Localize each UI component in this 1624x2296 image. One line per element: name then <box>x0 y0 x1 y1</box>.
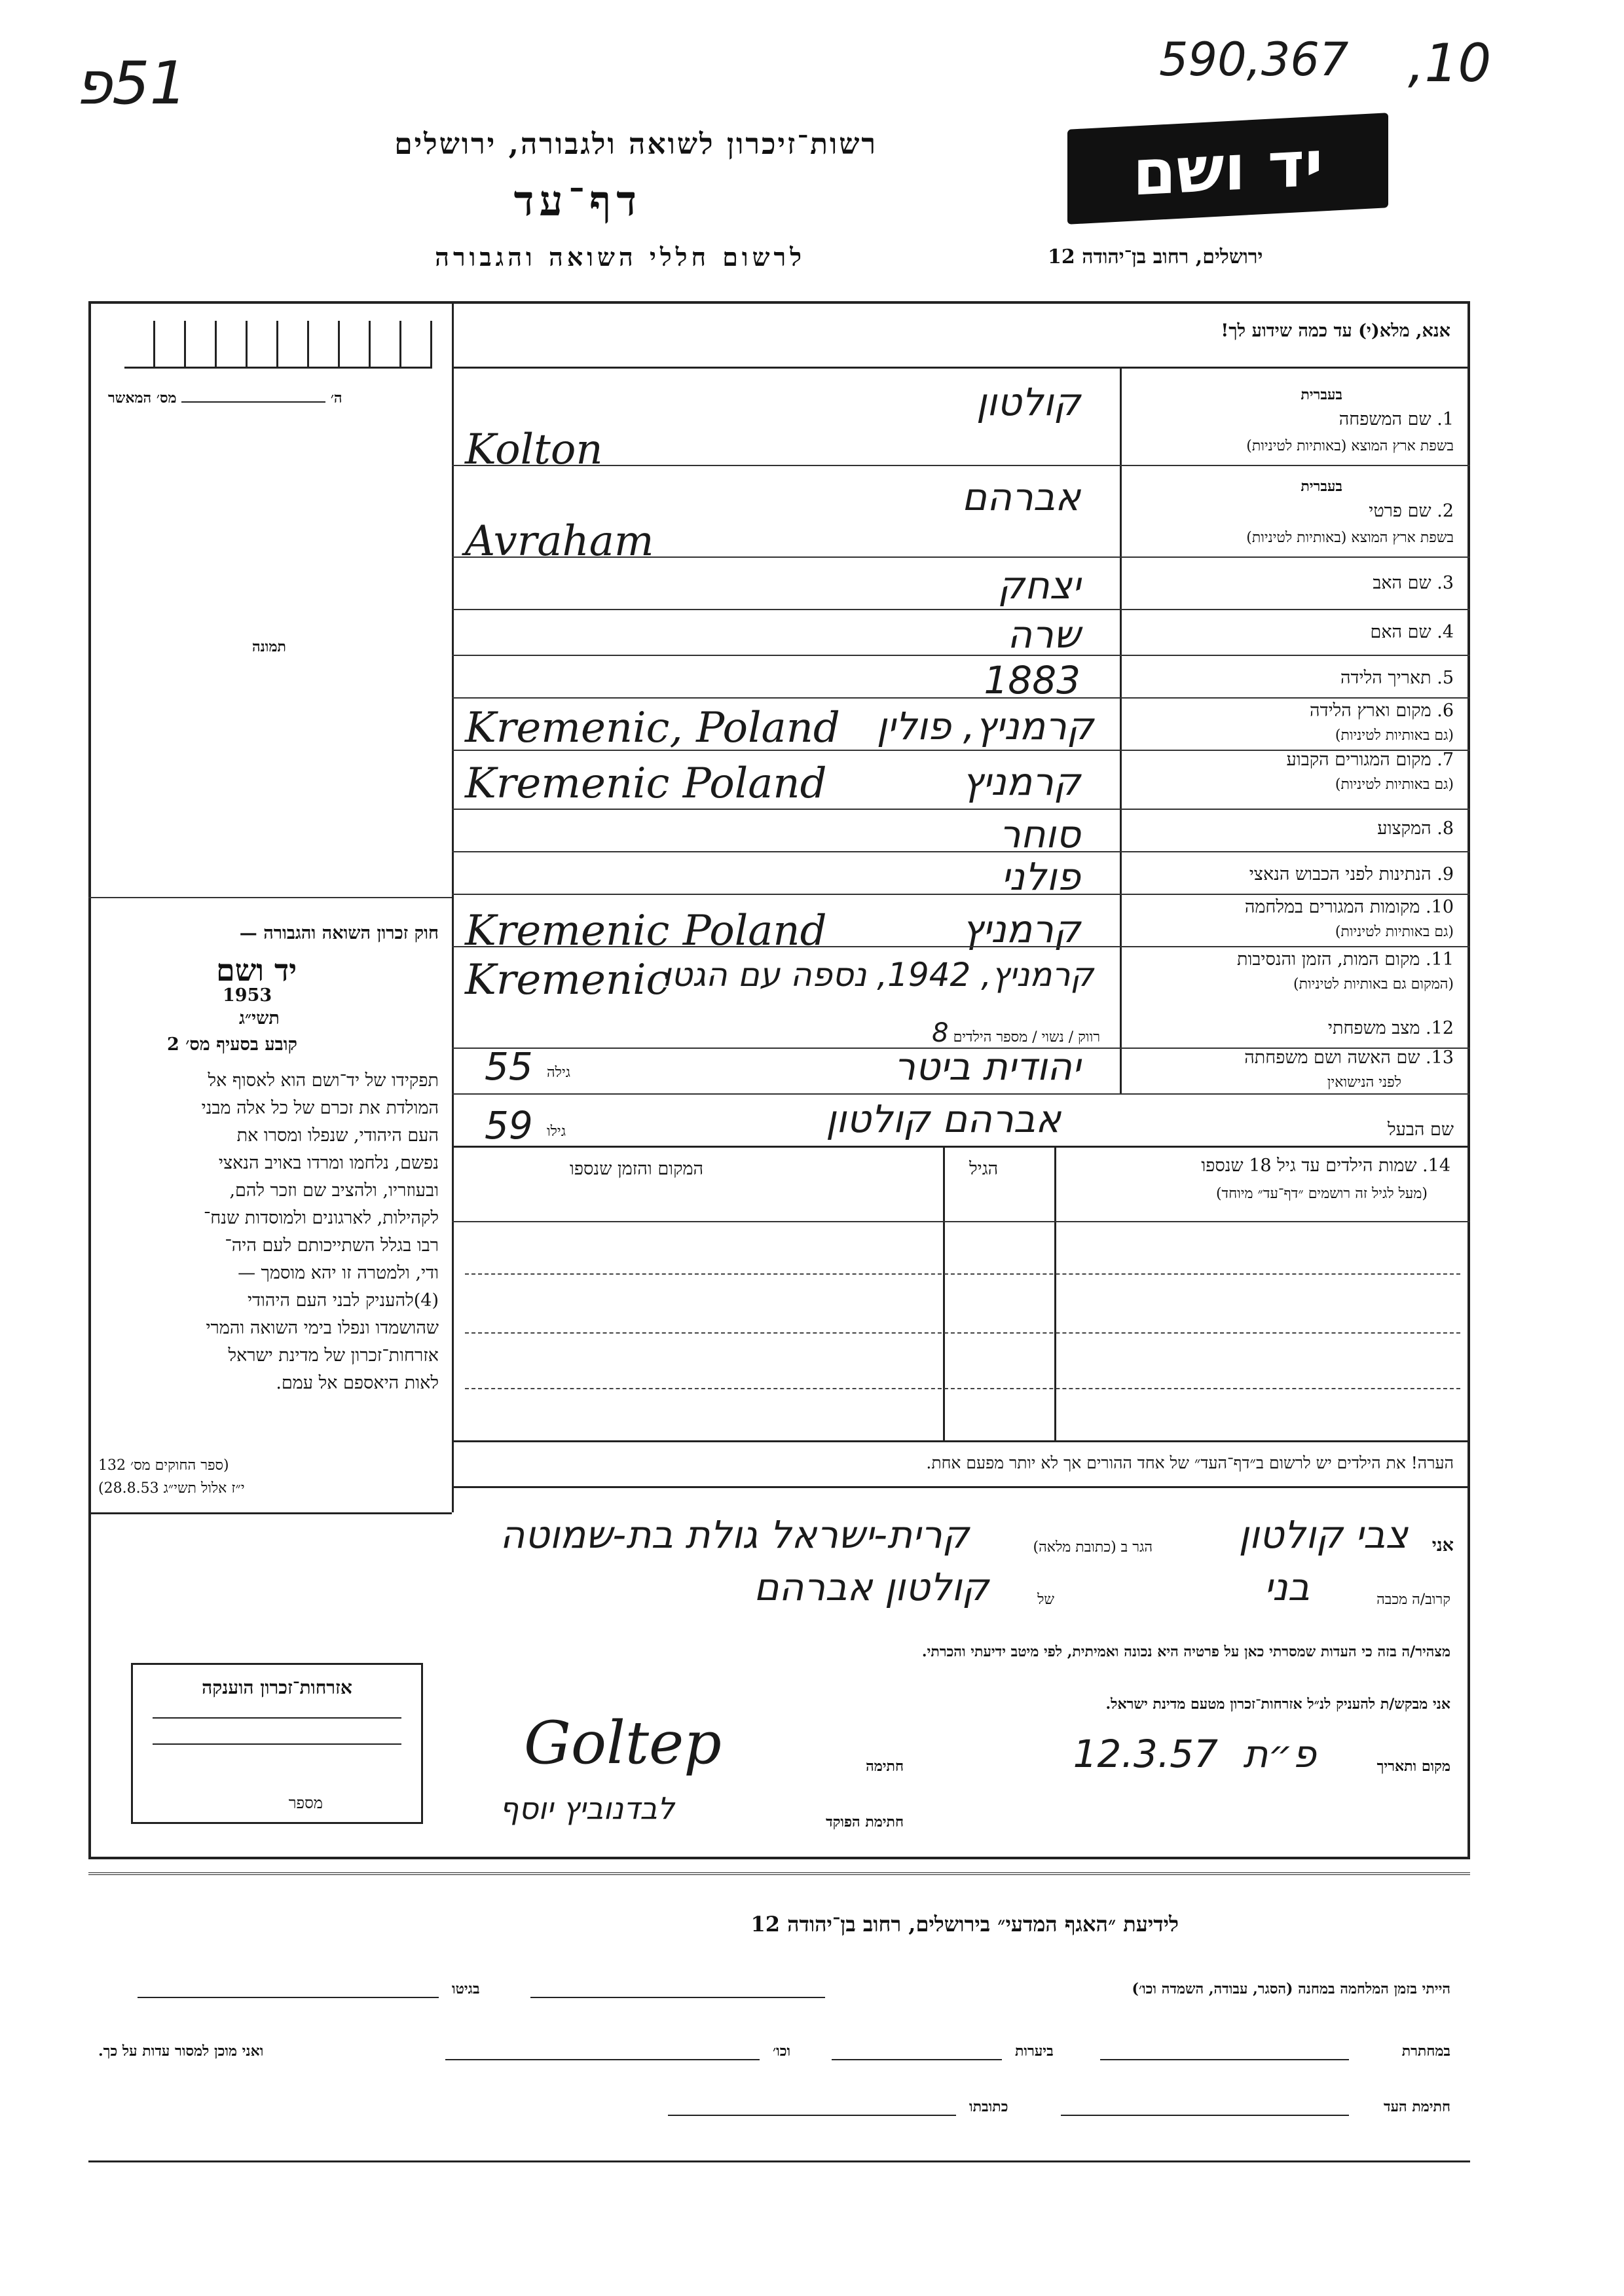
instruction-rule <box>452 367 1470 369</box>
officer-signature: לבדנוביץ יוסף <box>499 1791 674 1826</box>
bottom-title: לידיעת ״האגף המדעי״ בירושלים, רחוב בן־יהודה 12 <box>750 1912 1179 1937</box>
registration-label-text: מס׳ המאשר <box>108 390 177 407</box>
field-2-label: 2. שם פרטי <box>1369 501 1454 521</box>
firstname-latin: Avraham <box>465 517 654 566</box>
husband-age-label: גילו <box>547 1123 566 1140</box>
residence-latin: Kremenic Poland <box>465 759 827 808</box>
bottom-line1-fill <box>530 1997 825 1998</box>
sidebar-photo-rule <box>88 897 452 898</box>
relation-value: בני <box>1264 1565 1310 1609</box>
birthplace-latin: Kremenic, Poland <box>465 704 840 752</box>
children-col-1 <box>1054 1146 1056 1440</box>
bottom-rule <box>88 1872 1470 1875</box>
sidebar-bottom-rule <box>88 1512 452 1514</box>
row-10-rule <box>452 946 1470 947</box>
sidebar-title: חוק זכרון השואה והגבורה — <box>239 923 439 943</box>
field-10-sub: (גם באותיות לטיניות) <box>1335 924 1454 940</box>
law-reference-1: (ספר החוקים מס׳ 132 <box>98 1457 229 1474</box>
field-10-label: 10. מקומות המגורים במלחמה <box>1244 897 1454 917</box>
form-title: דף־עד <box>513 177 642 226</box>
husband-label: שם הבעל <box>1388 1120 1454 1140</box>
bottom-line3-a: חתימת העד <box>1383 2098 1450 2115</box>
registration-prefix: ה׳ <box>330 390 342 407</box>
field-1-label: 1. שם המשפחה <box>1338 409 1454 429</box>
children-col-2 <box>943 1146 945 1440</box>
bottom-line1-fill2 <box>138 1997 439 1998</box>
bottom-line3-fill2 <box>668 2115 956 2116</box>
wife-age: 55 <box>485 1044 533 1089</box>
signature-value: Goltep <box>524 1709 722 1777</box>
field-13-label: 13. שם האשה ושם משפחתה <box>1244 1048 1454 1068</box>
row-5-rule <box>452 697 1470 699</box>
children-header-age: הגיל <box>969 1159 999 1179</box>
sidebar-body <box>92 1067 439 1397</box>
wife-age-label: גילה <box>547 1065 570 1081</box>
address: ירושלים, רחוב בן־יהודה 12 <box>1048 246 1263 268</box>
field-1-hebrew-tag: בעברית <box>1301 386 1342 403</box>
bottom-frame-rule <box>88 2160 1470 2162</box>
registration-label <box>108 390 342 407</box>
sidebar-line: ודי, ולמטרה זו יהא מוסמך — <box>238 1263 439 1283</box>
bottom-line1-b: בגיטו <box>452 1980 480 1997</box>
sidebar-line: המולדת את זכרם של כל אלה מבני <box>201 1098 439 1118</box>
marital-status-options: רווק / נשוי / מספר הילדים 8 <box>932 1018 1100 1048</box>
birthplace-hebrew: קרמניץ, פולין <box>876 704 1094 748</box>
sidebar-line: לקהילות, לארגונים ולמוסדות שנח־ <box>203 1208 439 1228</box>
declaration-ani: אני <box>1431 1535 1454 1556</box>
death-place-hebrew: קרמניץ, 1942, נספה עם הגטו <box>662 956 1094 994</box>
sidebar-year-he: תשי״ג <box>239 1008 280 1029</box>
field-13-sub: לפני הנישואין <box>1327 1074 1401 1091</box>
bottom-line3-b: כתובתו <box>969 2098 1008 2115</box>
field-3-label: 3. שם האב <box>1373 573 1454 593</box>
of-label: של <box>1037 1592 1054 1608</box>
mother-name: שרה <box>1007 612 1080 657</box>
husband-name: אברהם קולטון <box>826 1097 1061 1141</box>
field-7-label: 7. מקום המגורים הקבוע <box>1286 750 1454 770</box>
margin-note-page: ,10 <box>1408 33 1492 94</box>
row-9-rule <box>452 894 1470 895</box>
field-5-label: 5. תאריך הלידה <box>1340 668 1454 688</box>
children-header-rule <box>452 1221 1470 1222</box>
wartime-residence-latin: Kremenic Poland <box>465 907 827 955</box>
field-9-label: 9. הנתינות לפני הכבוש הנאצי <box>1249 864 1454 884</box>
children-note: הערה! את הילדים יש לרשום ב״דף־העד״ של אחד ההורים אך לא יותר מפעם אחת. <box>926 1453 1454 1472</box>
certificate-title: אזרחות־זכרון הוענקה <box>202 1677 352 1698</box>
declaration-statement-1: מצהיר/ה בזה כי העדות שמסרתי כאן על פרטיה היא נכונה ואמיתית, לפי מיטב ידיעתי והכרתי. <box>921 1643 1450 1660</box>
surname-hebrew: קולטון <box>976 380 1080 424</box>
row-3-rule <box>452 609 1470 610</box>
logo-text: יד ושם <box>1132 126 1323 210</box>
children-row-2 <box>465 1332 1460 1334</box>
bottom-line1-a: הייתי בזמן המלחמה במחנה (הסגר, עבודה, השמדה וכו׳) <box>1132 1980 1450 1997</box>
row-13-rule <box>452 1093 1470 1095</box>
certificate-number-label: מספר <box>288 1794 323 1812</box>
bottom-line2-c: וכו׳ <box>773 2043 791 2060</box>
row-2-rule <box>452 556 1470 558</box>
father-name: יצחק <box>997 563 1080 608</box>
margin-note-left: 51פ <box>75 49 187 118</box>
field-6-label: 6. מקום וארץ הלידה <box>1310 701 1454 721</box>
sidebar-line: ובעוזריו, ולהציב שם וזכר להם, <box>229 1180 439 1201</box>
sidebar-line: העם היהודי, שנפלו ומסרו את <box>236 1125 439 1146</box>
sidebar-line: שהושמדו ונפלו בימי השואה והמרי <box>206 1318 439 1338</box>
margin-note-number: 590,367 <box>1159 33 1349 86</box>
sidebar-logo-text: יד ושם <box>216 953 297 988</box>
sidebar-divider <box>452 301 454 1512</box>
bottom-line2-fill3 <box>445 2059 760 2060</box>
bottom-line2-fill2 <box>832 2059 1002 2060</box>
label-divider <box>1120 367 1122 1093</box>
wartime-residence-hebrew: קרמניץ <box>962 907 1080 951</box>
husband-age: 59 <box>485 1103 533 1148</box>
residence-hebrew: קרמניץ <box>962 759 1080 804</box>
field-2-sub: בשפת ארץ המוצא (באותיות לטיניות) <box>1246 530 1454 546</box>
bottom-line2-a: במחתרת <box>1401 2043 1450 2060</box>
surname-latin: Kolton <box>465 426 603 474</box>
field-6-sub: (גם באותיות לטיניות) <box>1335 727 1454 744</box>
bottom-line2-d: ואני מוכן למסור עדות על כך. <box>98 2043 264 2060</box>
field-12-label: 12. מצב משפחתי <box>1327 1018 1454 1038</box>
instruction: אנא, מלא(י) עד כמה שידוע לך! <box>1221 321 1450 341</box>
field-7-sub: (גם באותיות לטיניות) <box>1335 776 1454 793</box>
children-header-note: (מעל לגיל זה רושמים ״דף־עד״ מיוחד) <box>1215 1186 1428 1202</box>
yad-vashem-logo <box>1067 113 1388 225</box>
field-4-label: 4. שם האם <box>1370 622 1454 642</box>
registration-boxes <box>124 321 432 369</box>
form-subtitle: לרשום חללי השואה והגבורה <box>435 242 805 272</box>
bottom-line3-fill1 <box>1061 2115 1349 2116</box>
place-date-label: מקום ותאריך <box>1376 1758 1450 1775</box>
signature-label: חתימה <box>866 1758 904 1775</box>
field-11-sub: (המקום גם באותיות לטיניות) <box>1293 976 1454 993</box>
place-value: פ״ת <box>1243 1732 1316 1776</box>
field-8-label: 8. המקצוע <box>1377 818 1454 839</box>
of-value: קולטון אברהם <box>754 1565 989 1609</box>
witness-address: קרית-ישראל גולת בת-שמוטה <box>500 1512 969 1557</box>
death-place-latin: Kremenic <box>465 956 670 1004</box>
sidebar-line: אזרחות־זכרון של מדינת ישראל <box>228 1345 439 1366</box>
residing-label: הגר ב (כתובת מלאה) <box>1033 1539 1153 1556</box>
birth-date: 1883 <box>984 658 1080 702</box>
children-row-3 <box>465 1388 1460 1389</box>
bottom-line2-b: ביערות <box>1015 2043 1054 2060</box>
certificate-box <box>131 1663 423 1824</box>
sidebar-year: 1953 <box>223 985 272 1006</box>
relation-label: קרוב/ה מכבה <box>1376 1592 1450 1608</box>
children-header-name: 14. שמות הילדים עד גיל 18 שנספו <box>1201 1156 1450 1176</box>
bottom-line2-fill1 <box>1100 2059 1349 2060</box>
row-4-rule <box>452 655 1470 656</box>
field-1-sub: בשפת ארץ המוצא (באותיות לטיניות) <box>1246 438 1454 454</box>
sidebar-line: נפשם, נלחמו ומרדו באויב הנאצי <box>218 1153 439 1173</box>
row-7-rule <box>452 809 1470 810</box>
org-line: רשות־זיכרון לשואה ולגבורה, ירושלים <box>394 128 877 161</box>
declaration-statement-2: אני מבקש/ת להעניק לנ״ל אזרחות־זכרון מטעם מדינת ישראל. <box>1105 1696 1450 1713</box>
row-1-rule <box>452 465 1470 466</box>
sidebar-line: (4)להעניק לבני העם היהודי <box>247 1290 439 1311</box>
row-14-rule <box>452 1146 1470 1148</box>
children-row-1 <box>465 1273 1460 1275</box>
firstname-hebrew: אברהם <box>961 475 1080 519</box>
witness-name: צבי קולטון <box>1238 1512 1408 1557</box>
children-count: 8 <box>932 1018 949 1048</box>
field-2-hebrew-tag: בעברית <box>1301 478 1342 495</box>
nationality: פולני <box>1001 854 1080 899</box>
sidebar-line: רבו בגלל השתייכותם לעם היה־ <box>225 1235 439 1256</box>
sidebar-line: לאות היאספם אל עמם. <box>276 1373 439 1393</box>
field-11-label: 11. מקום המות, הזמן והנסיבות <box>1237 949 1454 970</box>
officer-label: חתימת הפוקד <box>826 1813 904 1831</box>
sidebar-line: תפקידו של יד־ושם הוא לאסוף אל <box>208 1070 439 1091</box>
date-value: 12.3.57 <box>1073 1732 1218 1776</box>
sidebar-clause: קובע בסעיף מס׳ 2 <box>167 1034 297 1055</box>
children-header-place: המקום והזמן שנספו <box>570 1159 704 1179</box>
law-reference-2: י״ז אלול תשי״ג 28.8.53) <box>98 1480 245 1497</box>
note-rule <box>452 1486 1470 1488</box>
row-8-rule <box>452 851 1470 852</box>
photo-label: תמונה <box>252 638 286 655</box>
wife-name: יהודית ביטר <box>894 1044 1080 1089</box>
profession: סוחר <box>999 812 1080 856</box>
children-bottom-rule <box>452 1440 1470 1442</box>
